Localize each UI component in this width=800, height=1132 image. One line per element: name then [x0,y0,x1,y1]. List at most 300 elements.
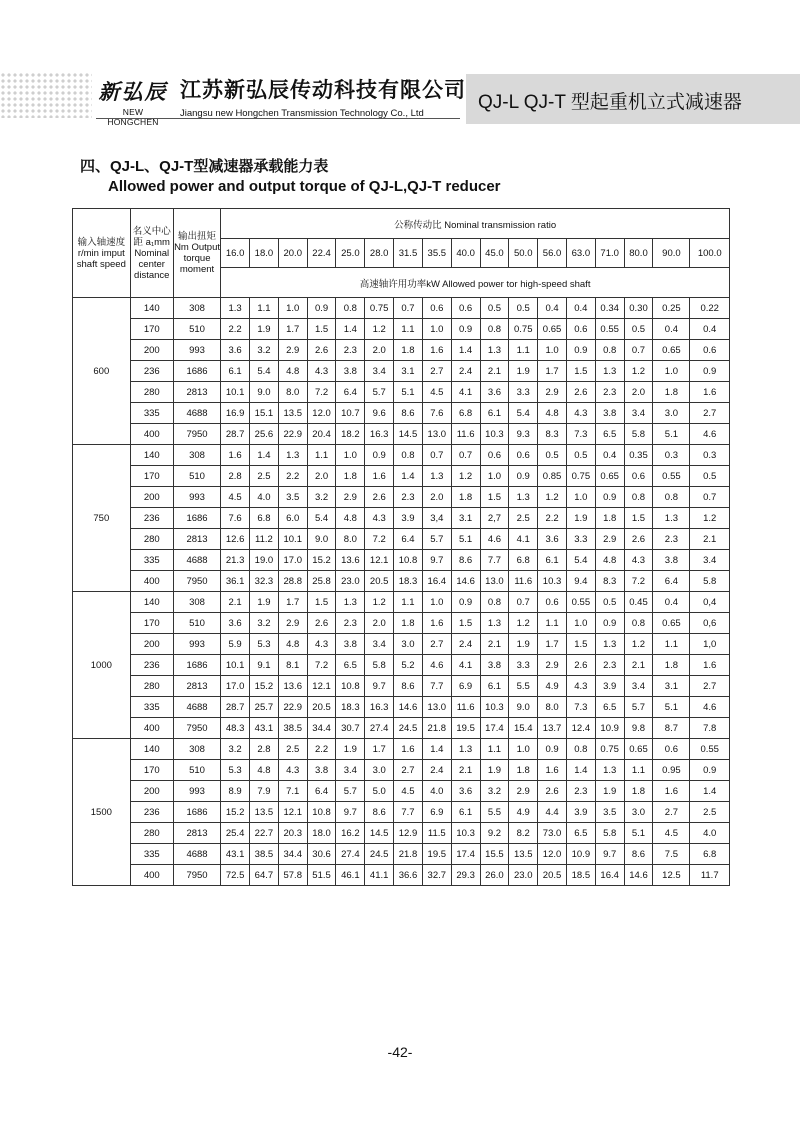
power-value-cell: 28.8 [278,571,307,592]
power-value-cell: 16.3 [365,424,394,445]
power-value-cell: 13.0 [422,697,451,718]
power-value-cell: 1.6 [394,739,423,760]
power-value-cell: 19.0 [250,550,279,571]
power-value-cell: 6.1 [451,802,480,823]
power-value-cell: 2.9 [278,613,307,634]
power-value-cell: 3.8 [307,760,336,781]
power-value-cell: 6.0 [278,508,307,529]
power-value-cell: 4.0 [690,823,730,844]
power-value-cell: 2.5 [509,508,538,529]
power-value-cell: 8.6 [451,550,480,571]
power-value-cell: 8.9 [221,781,250,802]
input-speed-cell: 1500 [73,739,131,886]
power-value-cell: 1.6 [690,382,730,403]
power-value-cell: 3.4 [365,361,394,382]
output-torque-cell: 4688 [173,697,220,718]
power-value-cell: 8.0 [538,697,567,718]
table-body [73,298,730,886]
power-value-cell: 1.7 [538,361,567,382]
center-distance-cell: 280 [130,529,173,550]
power-value-cell: 4.8 [538,403,567,424]
table-row [73,823,730,844]
ratio-header-cell: 40.0 [451,239,480,268]
power-value-cell: 1.1 [307,445,336,466]
power-value-cell: 4.9 [509,802,538,823]
power-value-cell: 1.5 [307,592,336,613]
table-row [73,592,730,613]
logo-text-cn: 新弘辰 [98,79,168,104]
center-distance-cell: 170 [130,613,173,634]
power-value-cell: 22.9 [278,424,307,445]
power-value-cell: 12.6 [221,529,250,550]
power-value-cell: 4.5 [221,487,250,508]
power-value-cell: 0.4 [690,319,730,340]
power-value-cell: 15.2 [221,802,250,823]
power-value-cell: 10.1 [278,529,307,550]
power-value-cell: 14.6 [624,865,653,886]
power-value-cell: 3.4 [690,550,730,571]
power-value-cell: 2.9 [509,781,538,802]
power-value-cell: 2.7 [422,634,451,655]
power-value-cell: 5.9 [221,634,250,655]
output-torque-cell: 2813 [173,823,220,844]
power-value-cell: 4.4 [538,802,567,823]
output-torque-cell: 1686 [173,655,220,676]
power-value-cell: 8.6 [365,802,394,823]
power-value-cell: 2.7 [690,676,730,697]
table-row [73,676,730,697]
power-value-cell: 16.4 [595,865,624,886]
power-value-cell: 7.5 [653,844,690,865]
power-value-cell: 5.0 [365,781,394,802]
power-value-cell: 1.0 [509,739,538,760]
power-value-cell: 4.3 [566,403,595,424]
power-value-cell: 1.3 [595,760,624,781]
power-value-cell: 8.6 [394,403,423,424]
power-value-cell: 4.1 [451,382,480,403]
power-value-cell: 5.1 [624,823,653,844]
power-value-cell: 4.8 [336,508,365,529]
page-number: -42- [387,1044,413,1060]
power-value-cell: 20.3 [278,823,307,844]
power-value-cell: 6.4 [336,382,365,403]
power-value-cell: 28.7 [221,424,250,445]
section-title-en: Allowed power and output torque of QJ-L,QJ-T reducer [108,178,501,195]
power-value-cell: 4.6 [480,529,509,550]
ratio-header-cell: 63.0 [566,239,595,268]
power-value-cell: 1.8 [595,508,624,529]
power-value-cell: 2.6 [624,529,653,550]
power-value-cell: 1.5 [451,613,480,634]
power-value-cell: 1.3 [509,487,538,508]
power-value-cell: 2.1 [690,529,730,550]
power-value-cell: 73.0 [538,823,567,844]
power-value-cell: 22.7 [250,823,279,844]
power-value-cell: 1.5 [566,634,595,655]
power-value-cell: 0.5 [595,592,624,613]
power-value-cell: 0.8 [336,298,365,319]
power-value-cell: 1.1 [394,319,423,340]
power-value-cell: 2.4 [451,361,480,382]
power-value-cell: 5.4 [566,550,595,571]
power-value-cell: 43.1 [250,718,279,739]
power-value-cell: 10.3 [538,571,567,592]
power-value-cell: 2.1 [624,655,653,676]
power-value-cell: 0.7 [509,592,538,613]
power-value-cell: 8.3 [595,571,624,592]
table-row [73,739,730,760]
power-value-cell: 5.2 [394,655,423,676]
center-distance-cell: 236 [130,361,173,382]
power-value-cell: 1.2 [538,487,567,508]
power-value-cell: 2.8 [221,466,250,487]
power-value-cell: 7.7 [394,802,423,823]
table-row [73,802,730,823]
power-value-cell: 1.3 [221,298,250,319]
table-row [73,340,730,361]
output-torque-cell: 4688 [173,403,220,424]
power-value-cell: 4.9 [538,676,567,697]
power-value-cell: 8.0 [336,529,365,550]
center-distance-cell: 280 [130,823,173,844]
power-value-cell: 0.6 [480,445,509,466]
power-value-cell: 15.5 [480,844,509,865]
ratio-header-cell: 22.4 [307,239,336,268]
power-value-cell: 3.5 [278,487,307,508]
power-value-cell: 0.6 [451,298,480,319]
logo-text-en: NEW HONGCHEN [107,107,159,127]
power-value-cell: 3.6 [538,529,567,550]
power-value-cell: 1.0 [538,340,567,361]
power-value-cell: 2,7 [480,508,509,529]
power-value-cell: 1.1 [653,634,690,655]
power-value-cell: 3,4 [422,508,451,529]
power-value-cell: 13.0 [422,424,451,445]
power-value-cell: 9.7 [422,550,451,571]
power-value-cell: 0.75 [509,319,538,340]
power-value-cell: 4.3 [365,508,394,529]
ratio-header-cell: 50.0 [509,239,538,268]
ratio-header-cell: 90.0 [653,239,690,268]
power-value-cell: 1.3 [336,592,365,613]
power-value-cell: 0.6 [653,739,690,760]
power-value-cell: 1.0 [278,298,307,319]
power-value-cell: 29.3 [451,865,480,886]
ratio-header-cell: 35.5 [422,239,451,268]
power-value-cell: 0.5 [509,298,538,319]
power-value-cell: 2.3 [653,529,690,550]
power-value-cell: 14.6 [394,697,423,718]
power-value-cell: 0.7 [451,445,480,466]
power-value-cell: 4.0 [250,487,279,508]
power-value-cell: 4.3 [278,760,307,781]
power-value-cell: 8.7 [653,718,690,739]
power-value-cell: 1.5 [307,319,336,340]
input-speed-cell: 1000 [73,592,131,739]
power-value-cell: 3.4 [336,760,365,781]
power-value-cell: 1.0 [336,445,365,466]
power-value-cell: 24.5 [394,718,423,739]
power-value-cell: 9.3 [509,424,538,445]
table-row [73,550,730,571]
power-value-cell: 0.34 [595,298,624,319]
power-value-cell: 8.3 [538,424,567,445]
power-value-cell: 0,4 [690,592,730,613]
power-value-cell: 1.3 [278,445,307,466]
power-value-cell: 7.2 [307,382,336,403]
power-value-cell: 2.1 [221,592,250,613]
power-value-cell: 57.8 [278,865,307,886]
power-value-cell: 3.4 [624,676,653,697]
ratio-header-cell: 31.5 [394,239,423,268]
power-value-cell: 3.8 [480,655,509,676]
power-value-cell: 1.6 [422,613,451,634]
header-nominal-ratio: 公称传动比 Nominal transmission ratio [221,209,730,239]
product-title-banner [466,74,800,124]
power-value-cell: 1.3 [653,508,690,529]
power-value-cell: 7.3 [566,424,595,445]
power-value-cell: 16.9 [221,403,250,424]
ratio-header-cell: 56.0 [538,239,567,268]
power-value-cell: 11.6 [509,571,538,592]
power-value-cell: 1.7 [278,319,307,340]
power-value-cell: 7.7 [480,550,509,571]
center-distance-cell: 236 [130,508,173,529]
power-value-cell: 5.5 [480,802,509,823]
power-value-cell: 0.9 [690,760,730,781]
power-value-cell: 1.0 [422,319,451,340]
center-distance-cell: 400 [130,424,173,445]
power-value-cell: 0,6 [690,613,730,634]
power-value-cell: 23.0 [336,571,365,592]
power-value-cell: 64.7 [250,865,279,886]
power-value-cell: 1.9 [595,781,624,802]
center-distance-cell: 335 [130,844,173,865]
power-value-cell: 0.4 [566,298,595,319]
table-row [73,760,730,781]
center-distance-cell: 170 [130,319,173,340]
power-value-cell: 3.6 [221,613,250,634]
power-value-cell: 18.0 [307,823,336,844]
table-row [73,403,730,424]
header-divider [96,118,460,119]
power-value-cell: 0.5 [538,445,567,466]
power-value-cell: 1.3 [595,634,624,655]
power-value-cell: 1.3 [451,739,480,760]
power-value-cell: 26.0 [480,865,509,886]
power-value-cell: 5.1 [394,382,423,403]
power-value-cell: 1.5 [566,361,595,382]
center-distance-cell: 200 [130,340,173,361]
power-value-cell: 7.2 [365,529,394,550]
power-value-cell: 6.4 [394,529,423,550]
power-value-cell: 36.1 [221,571,250,592]
power-value-cell: 3.8 [336,634,365,655]
header-center-distance: 名义中心距 a₁mm Nominal center distance [130,209,173,298]
power-value-cell: 25.6 [250,424,279,445]
power-value-cell: 4.1 [451,655,480,676]
power-value-cell: 1.8 [624,781,653,802]
output-torque-cell: 993 [173,634,220,655]
power-value-cell: 12.0 [538,844,567,865]
power-value-cell: 9.6 [365,403,394,424]
power-value-cell: 1.9 [480,760,509,781]
output-torque-cell: 4688 [173,844,220,865]
power-value-cell: 1.4 [394,466,423,487]
power-value-cell: 2.6 [307,613,336,634]
center-distance-cell: 236 [130,802,173,823]
power-value-cell: 3.2 [480,781,509,802]
power-value-cell: 3.9 [394,508,423,529]
power-value-cell: 30.7 [336,718,365,739]
power-value-cell: 0.6 [690,340,730,361]
table-row [73,382,730,403]
power-value-cell: 2.0 [365,340,394,361]
power-value-cell: 3.2 [250,340,279,361]
output-torque-cell: 7950 [173,718,220,739]
power-value-cell: 6.8 [690,844,730,865]
power-value-cell: 6.1 [538,550,567,571]
power-value-cell: 10.9 [595,718,624,739]
table-row [73,697,730,718]
power-value-cell: 1.9 [250,319,279,340]
power-value-cell: 5.3 [250,634,279,655]
output-torque-cell: 7950 [173,571,220,592]
product-title: QJ-L QJ-T 型起重机立式减速器 [478,92,742,113]
power-value-cell: 3.1 [653,676,690,697]
power-value-cell: 0.3 [653,445,690,466]
center-distance-cell: 400 [130,571,173,592]
table-row [73,655,730,676]
power-value-cell: 38.5 [278,718,307,739]
power-value-cell: 13.5 [250,802,279,823]
header-allowed-power: 高速轴许用功率kW Allowed power tor high-speed shaft [221,268,730,298]
input-speed-cell: 600 [73,298,131,445]
output-torque-cell: 308 [173,592,220,613]
power-value-cell: 5.7 [624,697,653,718]
table-row [73,298,730,319]
power-value-cell: 0.55 [653,466,690,487]
power-value-cell: 20.5 [307,697,336,718]
ratio-header-cell: 16.0 [221,239,250,268]
power-value-cell: 24.5 [365,844,394,865]
power-value-cell: 72.5 [221,865,250,886]
power-value-cell: 1.2 [624,634,653,655]
power-value-cell: 1.1 [509,340,538,361]
power-value-cell: 12.4 [566,718,595,739]
power-value-cell: 1.8 [394,340,423,361]
power-value-cell: 2.1 [451,760,480,781]
power-value-cell: 2.7 [422,361,451,382]
power-value-cell: 30.6 [307,844,336,865]
power-value-cell: 2.7 [394,760,423,781]
power-value-cell: 32.3 [250,571,279,592]
power-value-cell: 0.55 [690,739,730,760]
power-value-cell: 2.9 [538,655,567,676]
power-value-cell: 1.9 [336,739,365,760]
power-value-cell: 0.4 [538,298,567,319]
power-value-cell: 1.3 [422,466,451,487]
power-value-cell: 2.4 [422,760,451,781]
power-value-cell: 0.9 [538,739,567,760]
power-value-cell: 3.6 [451,781,480,802]
power-value-cell: 1.6 [422,340,451,361]
power-value-cell: 7.8 [690,718,730,739]
header-output-torque: 输出扭矩 Nm Output torque moment [173,209,220,298]
power-value-cell: 6.5 [566,823,595,844]
input-speed-cell: 750 [73,445,131,592]
power-value-cell: 6.5 [595,424,624,445]
power-value-cell: 0.7 [624,340,653,361]
power-value-cell: 1.9 [509,361,538,382]
table-row [73,571,730,592]
power-value-cell: 17.4 [451,844,480,865]
power-value-cell: 1.0 [422,592,451,613]
power-value-cell: 0.95 [653,760,690,781]
power-value-cell: 4.5 [422,382,451,403]
power-value-cell: 5.8 [624,424,653,445]
output-torque-cell: 308 [173,445,220,466]
power-value-cell: 8.6 [624,844,653,865]
output-torque-cell: 2813 [173,382,220,403]
power-value-cell: 2.5 [250,466,279,487]
ratio-header-cell: 25.0 [336,239,365,268]
table-row [73,508,730,529]
power-value-cell: 5.3 [221,760,250,781]
power-value-cell: 6.8 [250,508,279,529]
power-value-cell: 0.65 [653,613,690,634]
power-value-cell: 2.6 [566,382,595,403]
power-value-cell: 0.3 [690,445,730,466]
power-value-cell: 3.6 [480,382,509,403]
power-value-cell: 8.0 [278,382,307,403]
power-value-cell: 4.6 [690,424,730,445]
power-value-cell: 41.1 [365,865,394,886]
power-value-cell: 0.6 [422,298,451,319]
company-name [180,74,466,119]
power-value-cell: 7.1 [278,781,307,802]
power-value-cell: 1.4 [336,319,365,340]
power-value-cell: 5.1 [653,697,690,718]
power-value-cell: 0.65 [595,466,624,487]
power-value-cell: 11.6 [451,424,480,445]
power-value-cell: 5.7 [422,529,451,550]
power-value-cell: 18.3 [336,697,365,718]
brand-logo [96,76,170,127]
power-value-cell: 17.4 [480,718,509,739]
power-value-cell: 51.5 [307,865,336,886]
power-value-cell: 9.8 [624,718,653,739]
power-value-cell: 15.1 [250,403,279,424]
power-value-cell: 15.2 [307,550,336,571]
power-value-cell: 2.2 [538,508,567,529]
output-torque-cell: 4688 [173,550,220,571]
power-value-cell: 1.2 [365,592,394,613]
power-value-cell: 7.7 [422,676,451,697]
power-value-cell: 9.0 [509,697,538,718]
power-value-cell: 0.85 [538,466,567,487]
power-value-cell: 2.6 [365,487,394,508]
power-value-cell: 1.1 [480,739,509,760]
power-value-cell: 1.2 [509,613,538,634]
power-value-cell: 3.3 [509,382,538,403]
section-title-cn: 四、QJ-L、QJ-T型减速器承载能力表 [80,158,329,175]
power-value-cell: 3.2 [250,613,279,634]
power-value-cell: 8.6 [394,676,423,697]
power-value-cell: 2.0 [624,382,653,403]
power-value-cell: 0.4 [653,592,690,613]
power-value-cell: 0.4 [653,319,690,340]
